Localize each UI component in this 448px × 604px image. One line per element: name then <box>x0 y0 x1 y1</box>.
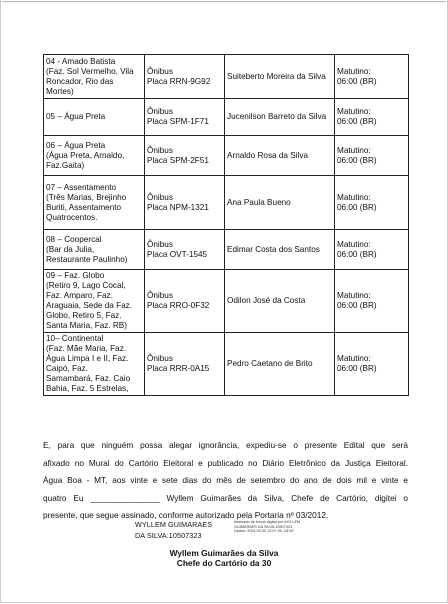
signature-detail-line: GUIMARAES DA SILVA:10507323 <box>234 524 293 529</box>
vehicle-cell <box>145 55 225 99</box>
signatory-block <box>0 548 448 568</box>
schedule-time: 06:00 (BR) <box>337 76 377 86</box>
table-row <box>44 333 409 396</box>
schedule-shift: Matutino: <box>337 145 371 155</box>
table-row <box>44 270 409 333</box>
location-line: (Faz. Mãe Maria, Faz. <box>46 344 127 353</box>
location-cell <box>44 270 145 333</box>
table-row <box>44 230 409 270</box>
schedule-cell <box>335 333 409 396</box>
location-line: 04 - Amado Batista <box>46 56 116 66</box>
location-line: Mortes) <box>46 86 74 96</box>
vehicle-cell <box>145 230 225 270</box>
vehicle-type: Ônibus <box>147 239 173 249</box>
driver-name: Jucenilson Barreto da Silva <box>227 112 327 121</box>
routes-table <box>43 54 409 396</box>
schedule-time: 06:00 (BR) <box>337 301 377 310</box>
driver-cell <box>225 176 335 230</box>
location-line: 10– Continental <box>46 334 104 343</box>
schedule-shift: Matutino: <box>337 66 371 76</box>
vehicle-plate: Placa NPM-1321 <box>147 202 209 212</box>
schedule-cell <box>335 55 409 99</box>
paragraph-line: quatro Eu _______________ Wyllem Guimarães da Silva, Chefe de Cartório, digitei o <box>43 492 408 503</box>
driver-name: Arnaldo Rosa da Silva <box>227 150 309 160</box>
vehicle-plate: Placa RRN-9G92 <box>147 76 211 86</box>
vehicle-plate: Placa SPM-2F51 <box>147 155 209 165</box>
signature-name-line: WYLLEM GUIMARAES <box>135 520 213 529</box>
vehicle-type: Ônibus <box>147 192 173 202</box>
signature-detail-line: Dados: 2024.09.30 12:07:00 -04'00' <box>234 529 295 534</box>
schedule-time: 06:00 (BR) <box>337 364 377 373</box>
driver-cell <box>225 99 335 136</box>
table-row <box>44 99 409 136</box>
signature-name-line: DA SILVA:10507323 <box>135 531 202 540</box>
schedule-time: 06:00 (BR) <box>337 202 377 212</box>
schedule-time: 06:00 (BR) <box>337 155 377 165</box>
driver-name: Pedro Caetano de Brito <box>227 359 313 368</box>
schedule-cell <box>335 99 409 136</box>
location-line: (Retiro 9, Lago Cocal, <box>46 281 126 290</box>
driver-cell <box>225 55 335 99</box>
digital-signature <box>135 519 335 541</box>
vehicle-cell <box>145 270 225 333</box>
schedule-time: 06:00 (BR) <box>337 117 377 126</box>
driver-cell <box>225 270 335 333</box>
location-cell <box>44 333 145 396</box>
location-line: (Faz. Sol Vermelho, Vila <box>46 66 134 76</box>
location-cell <box>44 136 145 176</box>
vehicle-type: Ônibus <box>147 107 173 116</box>
paragraph-line: presente, que segue assinado, conforme autorizado pela Portaria nº 03/2012. <box>43 510 329 521</box>
table-row <box>44 136 409 176</box>
driver-cell <box>225 333 335 396</box>
signature-detail-line: Assinado de forma digital por WYLLEM <box>234 520 301 524</box>
location-cell <box>44 176 145 230</box>
closing-paragraph <box>43 437 408 525</box>
paragraph-line: Água Boa - MT, aos vinte e sete dias do mês de setembro do ano de dois mil e vinte e <box>43 475 408 486</box>
schedule-shift: Matutino: <box>337 192 371 202</box>
location-line: (Bar da Julia, <box>46 244 95 254</box>
location-line: Quatrocentos. <box>46 212 98 222</box>
schedule-cell <box>335 270 409 333</box>
location-line: Faz.Gaita) <box>46 160 85 170</box>
vehicle-cell <box>145 176 225 230</box>
location-line: Água Limpa I e II, Faz. <box>46 354 129 363</box>
signatory-role: Chefe do Cartório da 30 <box>176 558 272 568</box>
schedule-cell <box>335 176 409 230</box>
vehicle-plate: Placa SPM-1F71 <box>147 117 209 126</box>
location-line: Faz. Amparo, Faz. <box>46 291 113 300</box>
location-line: (Água Preta, Arnaldo, <box>46 150 125 160</box>
driver-name: Odilon José da Costa <box>227 296 306 305</box>
driver-name: Edimar Costa dos Santos <box>227 244 320 254</box>
location-cell <box>44 55 145 99</box>
schedule-shift: Matutino: <box>337 291 371 300</box>
paragraph-line: afixado no Mural do Cartório Eleitoral e publicado no Diário Eletrônico da Justiça Eleitoral. <box>43 457 408 468</box>
vehicle-type: Ônibus <box>147 66 173 76</box>
paragraph-line: E, para que ninguém possa alegar ignorância, expediu-se o presente Edital que será <box>43 440 408 450</box>
location-cell <box>44 99 145 136</box>
location-line: Bahia, Faz. 5 Estrelas, <box>46 384 129 393</box>
location-line: 07 – Assentamento <box>46 182 117 192</box>
location-line: 08 – Coopercal <box>46 234 102 244</box>
schedule-cell <box>335 230 409 270</box>
vehicle-plate: Placa RRO-0F32 <box>147 301 210 310</box>
location-cell <box>44 230 145 270</box>
location-line: Restaurante Paulinho) <box>46 254 128 264</box>
location-line: Caipó, Faz. <box>46 364 88 373</box>
location-line: Samambará, Faz. Caio <box>46 374 131 383</box>
vehicle-type: Ônibus <box>147 354 173 363</box>
location-line: Buriti, Assentamento <box>46 202 122 212</box>
location-line: Santa Maria, Faz. RB) <box>46 321 127 330</box>
location-line: Araguaia, Sede da Faz. <box>46 301 133 310</box>
driver-name: Ana Paula Bueno <box>227 197 291 207</box>
driver-name: Suiteberto Moreira da Silva <box>227 71 326 81</box>
vehicle-cell <box>145 333 225 396</box>
location-line: (Três Marias, Brejinho <box>46 192 127 202</box>
signatory-name: Wyllem Guimarães da Silva <box>169 548 279 558</box>
signature-name <box>135 519 212 541</box>
driver-cell <box>225 136 335 176</box>
location-line: 09 – Faz. Globo <box>46 271 105 280</box>
schedule-shift: Matutino: <box>337 239 371 249</box>
schedule-shift: Matutino: <box>337 354 371 363</box>
schedule-cell <box>335 136 409 176</box>
table-row <box>44 55 409 99</box>
signature-details <box>234 520 300 534</box>
schedule-shift: Matutino: <box>337 107 371 116</box>
vehicle-cell <box>145 99 225 136</box>
table-row <box>44 176 409 230</box>
location-line: Globo, Retiro 5, Faz. <box>46 311 122 320</box>
driver-cell <box>225 230 335 270</box>
vehicle-type: Ônibus <box>147 291 173 300</box>
vehicle-type: Ônibus <box>147 145 173 155</box>
schedule-time: 06:00 (BR) <box>337 249 377 259</box>
location-line: 06 – Água Preta <box>46 140 106 150</box>
location-line: 05 – Água Preta <box>46 112 106 121</box>
vehicle-cell <box>145 136 225 176</box>
vehicle-plate: Placa RRR-0A15 <box>147 364 210 373</box>
location-line: Roncador, Rio das <box>46 76 114 86</box>
vehicle-plate: Placa OVT-1545 <box>147 249 208 259</box>
page-top-border <box>2 1 446 2</box>
